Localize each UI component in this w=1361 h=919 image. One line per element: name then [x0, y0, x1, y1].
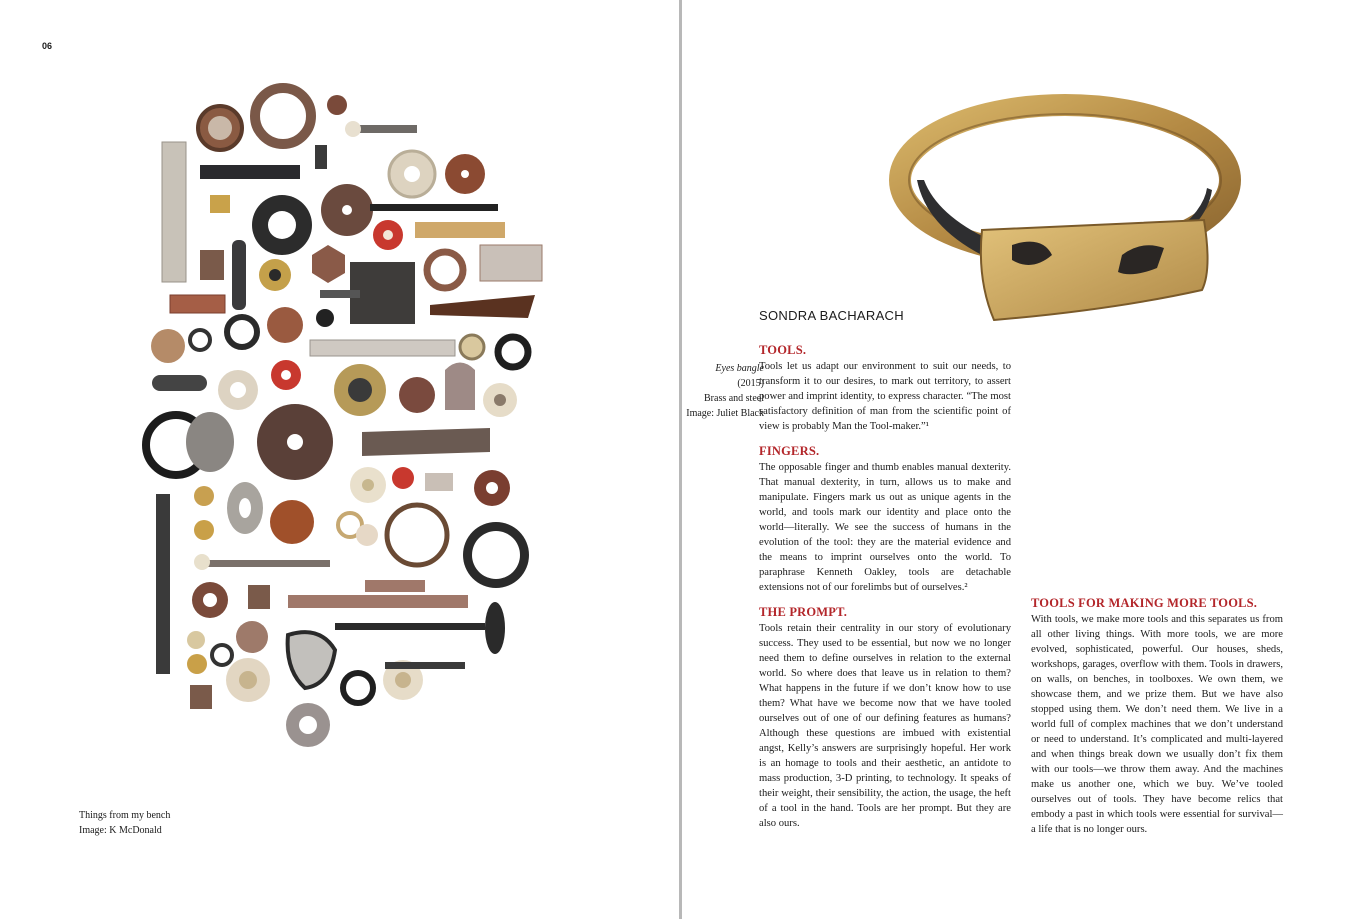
more-tools-heading: TOOLS FOR MAKING MORE TOOLS. [1031, 596, 1258, 610]
bangle-caption-credit: Image: Juliet Black [686, 408, 764, 419]
tools-paragraph: Tools let us adapt our environment to suit our needs, to transform it to our desires, to mark out territory, to assert power and imprint identity, to express character. “The most satisfactory definition of man from the scientific point of view is probably Man the Tool-maker.”¹ [759, 361, 1011, 432]
hardware-collage-photo [140, 70, 570, 760]
prompt-heading: THE PROMPT. [759, 605, 848, 619]
left-photo-caption [79, 808, 170, 838]
left-caption-credit: Image: K McDonald [79, 825, 162, 836]
left-page [0, 0, 679, 919]
fingers-heading: FINGERS. [759, 444, 820, 458]
author-name: SONDRA BACHARACH [759, 308, 904, 323]
page-number: 06 [42, 41, 53, 51]
bangle-caption-title: Eyes bangle [715, 363, 764, 374]
tools-heading: TOOLS. [759, 343, 807, 357]
article-column-left [759, 343, 1011, 841]
article-column-right [1031, 596, 1283, 847]
fingers-paragraph: The opposable finger and thumb enables manual dexterity. That manual dexterity, in turn, allows us to make and manipulate. Fingers mark us out as unique agents in the world, and tools mark our identity and place onto the world—literally. We see the success of humans in the evolution of the tool: they are the material evidence and the means to imprint ourselves onto the world. To paraphrase Kenneth Oakley, tools are detachable extensions not of our forelimbs but of ourselves.² [759, 462, 1011, 593]
bangle-photo-caption [686, 361, 764, 421]
left-caption-title: Things from my bench [79, 810, 171, 821]
prompt-paragraph: Tools retain their centrality in our story of evolutionary success. They used to be essential, but now we no longer need them to define ourselves in relation to the external world. So where does that leave us in relation to them? What happens in the future if we don’t know how to use them? What have we become now that we have tooled ourselves out of one of our defining features as humans? Although these questions are imbued with existential angst, Kelly’s answers are surprisingly hopeful. Her work is an homage to tools and their aesthetic, an antidote to mass production, 3-D printing, to technology. It speaks of their weight, their sensibility, the action, the usage, the heft of a tool in the hand. Tools are her prompt. But they are also ours. [759, 623, 1011, 829]
bangle-caption-material: Brass and steel [704, 393, 764, 404]
bangle-caption-year: (2015) [737, 378, 764, 389]
more-tools-paragraph: With tools, we make more tools and this separates us from all other living things. With more tools, we are more evolved, sophisticated, powerful. Our houses, sheds, workshops, garages, overflow with them. Tools in drawers, on walls, on benches, in toolboxes. We own them, we showcase them, and we prize them. But we have also stopped using them. We don’t need them. We live in a world full of complex machines that we don’t understand or need to understand. It’s complicated and multi-layered and when things break down we usually don’t fix them with our tools—we throw them away. And the machines make us another one, which we buy. We’ve tooled ourselves out of tools. They have become relics that embody a past in which tools were essential for survival—a life that is no longer ours. [1031, 614, 1283, 835]
